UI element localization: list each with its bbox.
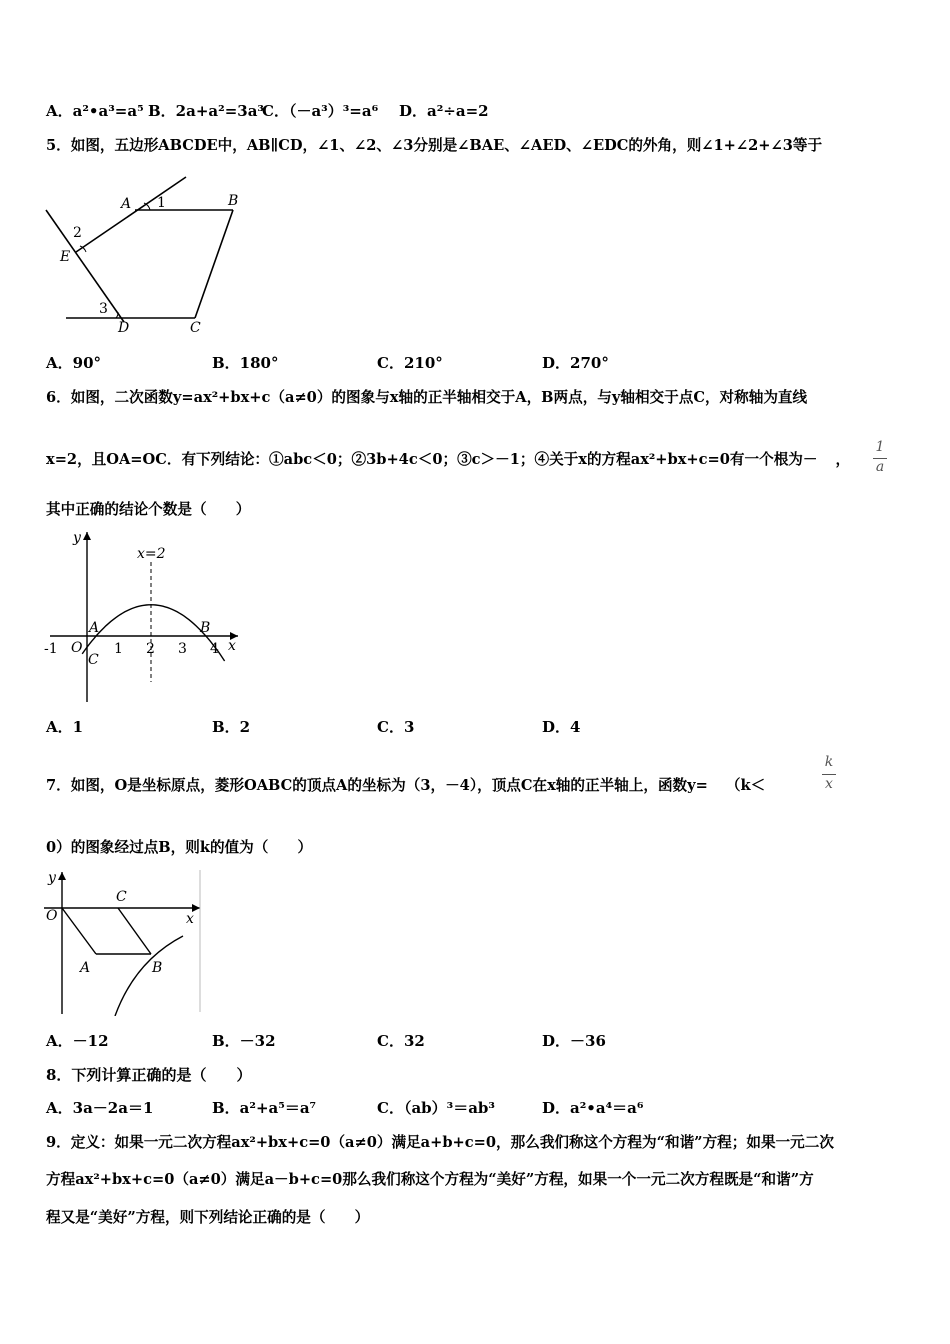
q6-frac-num: 1 (875, 439, 885, 455)
tick-2: 2 (146, 641, 155, 657)
q8-option-d: D．a²•a⁴＝a⁶ (542, 1099, 644, 1117)
q7-option-c: C．32 (377, 1032, 425, 1050)
q8-option-b: B．a²+a⁵＝a⁷ (212, 1099, 317, 1117)
q4-option-a: A．a²•a³=a⁵ (46, 102, 144, 120)
label-a: A (121, 196, 132, 212)
label-a: A (89, 620, 100, 636)
tick-1: 1 (114, 641, 123, 657)
q7-option-d: D．－36 (542, 1032, 606, 1050)
q4-option-d: D．a²÷a=2 (399, 102, 489, 120)
label-b: B (228, 193, 239, 209)
q7-rhombus-figure (40, 866, 210, 1016)
q8-stem: 8．下列计算正确的是（ ） (46, 1066, 252, 1084)
q7-stem-line1-end: （k＜ (725, 777, 766, 794)
label-axis: x=2 (137, 546, 166, 562)
q6-option-c: C．3 (377, 718, 415, 736)
q7-option-b: B．－32 (212, 1032, 276, 1050)
q9-line3: 程又是“美好”方程，则下列结论正确的是（ ） (46, 1209, 370, 1226)
q5-stem: 5．如图，五边形ABCDE中，AB∥CD，∠1、∠2、∠3分别是∠BAE、∠AED、∠EDC的外角，则∠1+∠2+∠3等于 (46, 137, 823, 154)
q6-stem-line3: 其中正确的结论个数是（ ） (46, 501, 251, 518)
y-axis-arrow (83, 532, 91, 540)
label-d: D (118, 320, 130, 336)
q8-option-a: A．3a－2a＝1 (46, 1099, 154, 1117)
y-axis-arrow (58, 872, 66, 880)
label-c: C (190, 320, 201, 336)
q7-stem-line2: 0）的图象经过点B，则k的值为（ ） (46, 839, 313, 856)
label-e: E (60, 249, 71, 265)
label-y: y (73, 530, 81, 546)
q5-option-c: C．210° (377, 354, 443, 372)
label-c: C (88, 652, 99, 668)
q5-option-a: A．90° (46, 354, 102, 372)
line-ea (76, 177, 186, 252)
q6-stem-line2-end: ， (835, 451, 851, 468)
label-2: 2 (73, 225, 82, 241)
q5-option-d: D．270° (542, 354, 609, 372)
label-1: 1 (157, 195, 166, 211)
q6-stem-line1: 6．如图，二次函数y=ax²+bx+c（a≠0）的图象与x轴的正半轴相交于A，B两点，与y轴相交于点C，对称轴为直线 (46, 389, 808, 406)
label-o: O (71, 640, 83, 656)
label-y: y (48, 870, 56, 886)
label-x: x (228, 638, 236, 654)
q5-pentagon-figure (40, 170, 260, 340)
q5-option-b: B．180° (212, 354, 279, 372)
q6-option-d: D．4 (542, 718, 581, 736)
q8-option-c: C．（ab）³＝ab³ (377, 1099, 495, 1117)
tick-3: 3 (178, 641, 187, 657)
label-o: O (46, 908, 58, 924)
q6-stem-line2 (46, 450, 850, 470)
q9-line2: 方程ax²+bx+c=0（a≠0）满足a－b+c=0那么我们称这个方程为“美好”方程，如果一个一元二次方程既是“和谐”方 (46, 1171, 814, 1188)
q7-option-a: A．－12 (46, 1032, 109, 1050)
q6-option-b: B．2 (212, 718, 251, 736)
tick-4: 4 (210, 641, 219, 657)
q9-line1: 9．定义：如果一元二次方程ax²+bx+c=0（a≠0）满足a+b+c=0，那么我们称这个方程为“和谐”方程；如果一元二次 (46, 1134, 834, 1151)
tick-neg1: -1 (44, 641, 58, 657)
q4-option-b: B．2a+a²=3a³ (148, 102, 264, 120)
line-bc (195, 210, 233, 318)
q6-frac-den: a (875, 459, 885, 475)
side-bc (118, 908, 151, 954)
q4-option-c: C．（－a³）³=a⁶ (262, 102, 379, 120)
side-oa (62, 908, 96, 954)
label-c: C (116, 889, 127, 905)
q7-frac-bar (822, 774, 836, 775)
q7-stem-line1 (46, 776, 765, 796)
q6-parabola-figure (40, 526, 250, 706)
q7-frac-num: k (824, 754, 834, 770)
q6-option-a: A．1 (46, 718, 84, 736)
q7-frac-den: x (825, 776, 833, 792)
label-a: A (80, 960, 91, 976)
label-x: x (186, 911, 194, 927)
label-b: B (152, 960, 163, 976)
hyperbola-branch (115, 936, 183, 1016)
label-b: B (200, 620, 211, 636)
q6-stem-line2-text: x=2，且OA=OC．有下列结论：①abc＜0；②3b+4c＜0；③c＞－1；④关于x的方程ax²+bx+c=0有一个根为－ (46, 451, 818, 468)
label-3: 3 (99, 301, 108, 317)
q7-stem-line1-text: 7．如图，O是坐标原点，菱形OABC的顶点A的坐标为（3，－4），顶点C在x轴的正半轴上，函数y= (46, 777, 708, 794)
